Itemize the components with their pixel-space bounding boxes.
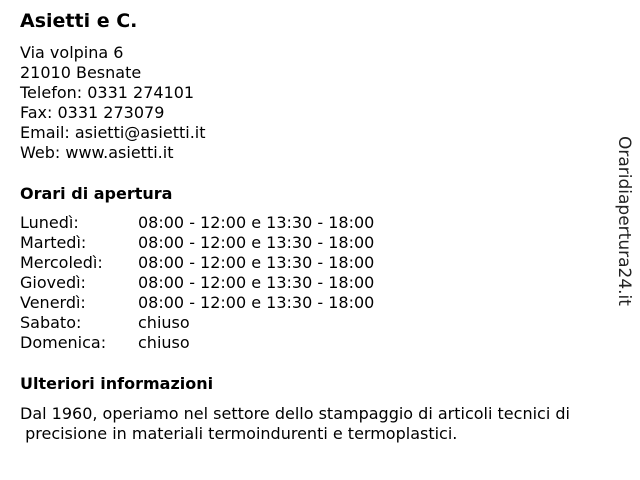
business-name: Asietti e C.	[20, 10, 138, 32]
day-label: Domenica:	[20, 333, 107, 352]
day-label: Martedì:	[20, 233, 87, 252]
contact-block	[20, 43, 206, 163]
opening-hours-heading: Orari di apertura	[20, 184, 173, 203]
day-label: Mercoledì:	[20, 253, 103, 272]
info-text-line: Dal 1960, operiamo nel settore dello stampaggio di articoli tecnici di	[20, 404, 570, 423]
info-text-line: precisione in materiali termoindurenti e termoplastici.	[20, 424, 458, 443]
day-label: Sabato:	[20, 313, 82, 332]
additional-info-text	[20, 404, 630, 444]
day-hours: chiuso	[138, 333, 190, 352]
day-label: Venerdì:	[20, 293, 86, 312]
day-hours: 08:00 - 12:00 e 13:30 - 18:00	[138, 233, 375, 252]
web-line: Web: www.asietti.it	[20, 143, 174, 162]
day-hours: 08:00 - 12:00 e 13:30 - 18:00	[138, 253, 375, 272]
fax-line: Fax: 0331 273079	[20, 103, 165, 122]
email-line: Email: asietti@asietti.it	[20, 123, 206, 142]
address-line: Via volpina 6	[20, 43, 124, 62]
day-hours: 08:00 - 12:00 e 13:30 - 18:00	[138, 293, 375, 312]
day-hours: 08:00 - 12:00 e 13:30 - 18:00	[138, 213, 375, 232]
city-line: 21010 Besnate	[20, 63, 142, 82]
site-watermark: Oraridiapertura24.it	[614, 136, 634, 306]
day-label: Giovedì:	[20, 273, 86, 292]
day-hours: 08:00 - 12:00 e 13:30 - 18:00	[138, 273, 375, 292]
phone-line: Telefon: 0331 274101	[20, 83, 195, 102]
day-label: Lunedì:	[20, 213, 79, 232]
additional-info-heading: Ulteriori informazioni	[20, 374, 214, 393]
day-hours: chiuso	[138, 313, 190, 332]
